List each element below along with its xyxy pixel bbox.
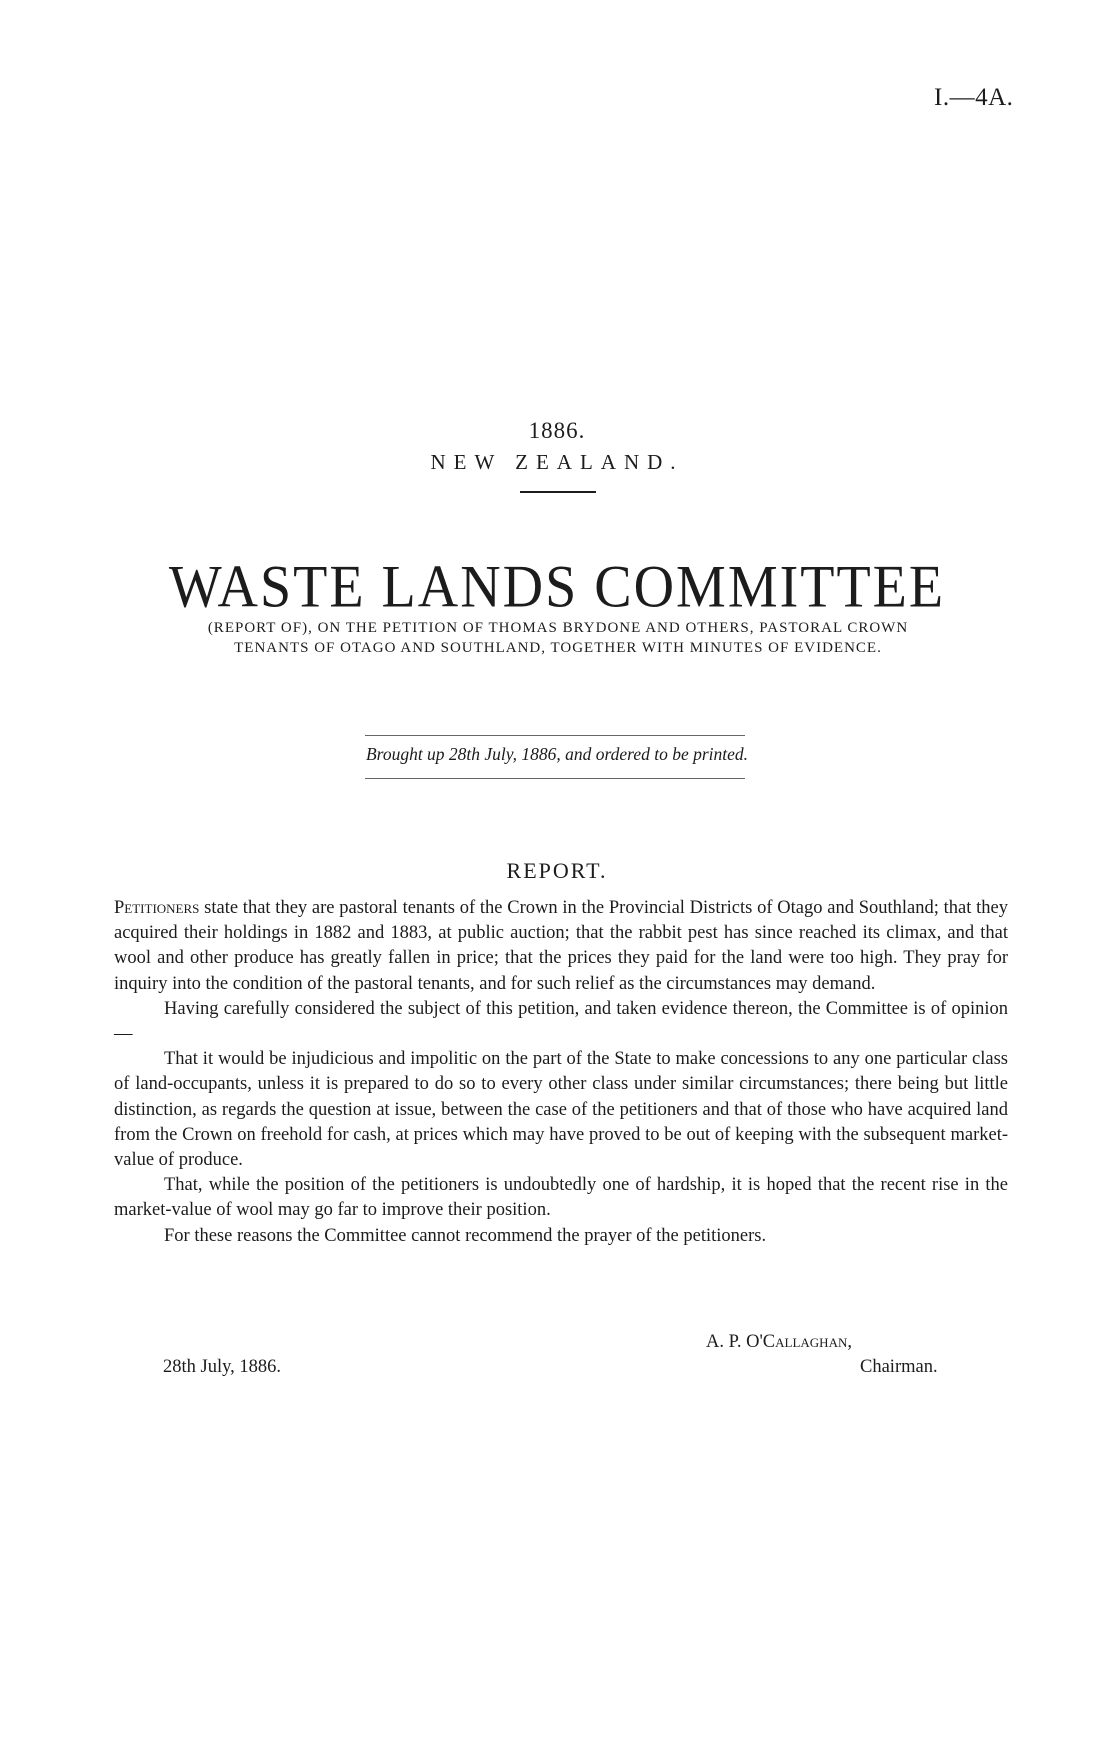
subtitle-line-2: TENANTS OF OTAGO AND SOUTHLAND, TOGETHER WITH MINUTES OF EVIDENCE.: [234, 640, 882, 656]
divider: [520, 491, 596, 493]
divider: [365, 735, 745, 736]
paragraph-opinion: Having carefully considered the subject of this petition, and taken evidence thereon, the Committee is of opinion—: [114, 998, 1008, 1045]
lead-word: Petitioners: [114, 898, 200, 918]
paragraph-hardship: That, while the position of the petitioners is undoubtedly one of hardship, it is hoped that the recent rise in the market-value of wool may go far to improve their position.: [114, 1175, 1008, 1221]
divider: [365, 778, 745, 779]
signature-name: [706, 1330, 852, 1355]
page-reference: I.—4A.: [934, 84, 1014, 111]
paragraph-conclusion: For these reasons the Committee cannot recommend the prayer of the petitioners.: [164, 1225, 767, 1246]
country-heading: NEW ZEALAND.: [430, 450, 684, 474]
document-year: 1886.: [528, 418, 586, 443]
report-heading: REPORT.: [506, 858, 608, 883]
report-body: [114, 896, 1008, 1249]
paragraph-text: state that they are pastoral tenants of the Crown in the Provincial Districts of Otago and Southland; that they acquired their holdings in 1882 and 1883, at public auction; that the rabbit pest has since reached its climax, and that wool and other produce has greatly fallen in price; that the prices they paid for the land were too high. They pray for inquiry into the condition of the pastoral tenants, and for such relief as the circumstances may demand.: [114, 898, 1008, 994]
subtitle-line-1: (REPORT OF), ON THE PETITION OF THOMAS BRYDONE AND OTHERS, PASTORAL CROWN: [207, 620, 909, 636]
paragraph-concessions: That it would be injudicious and impolitic on the part of the State to make concessions to any one particular class of land-occupants, unless it is prepared to do so to every other class under similar circumstances; there being but little distinction, as regards the question at issue, between the case of the petitioners and that of those who have acquired land from the Crown on freehold for cash, at prices which may have proved to be out of keeping with the subsequent market-value of produce.: [114, 1049, 1008, 1171]
paragraph-petition: [114, 896, 1008, 997]
signature-role: Chairman.: [860, 1357, 938, 1377]
subtitle: [108, 618, 1008, 658]
page-title: WASTE LANDS COMMITTEE: [168, 553, 946, 621]
report-date: 28th July, 1886.: [163, 1357, 282, 1377]
brought-up-note: Brought up 28th July, 1886, and ordered to be printed.: [365, 744, 749, 764]
chairman-name: A. P. O'Callaghan,: [706, 1332, 852, 1352]
